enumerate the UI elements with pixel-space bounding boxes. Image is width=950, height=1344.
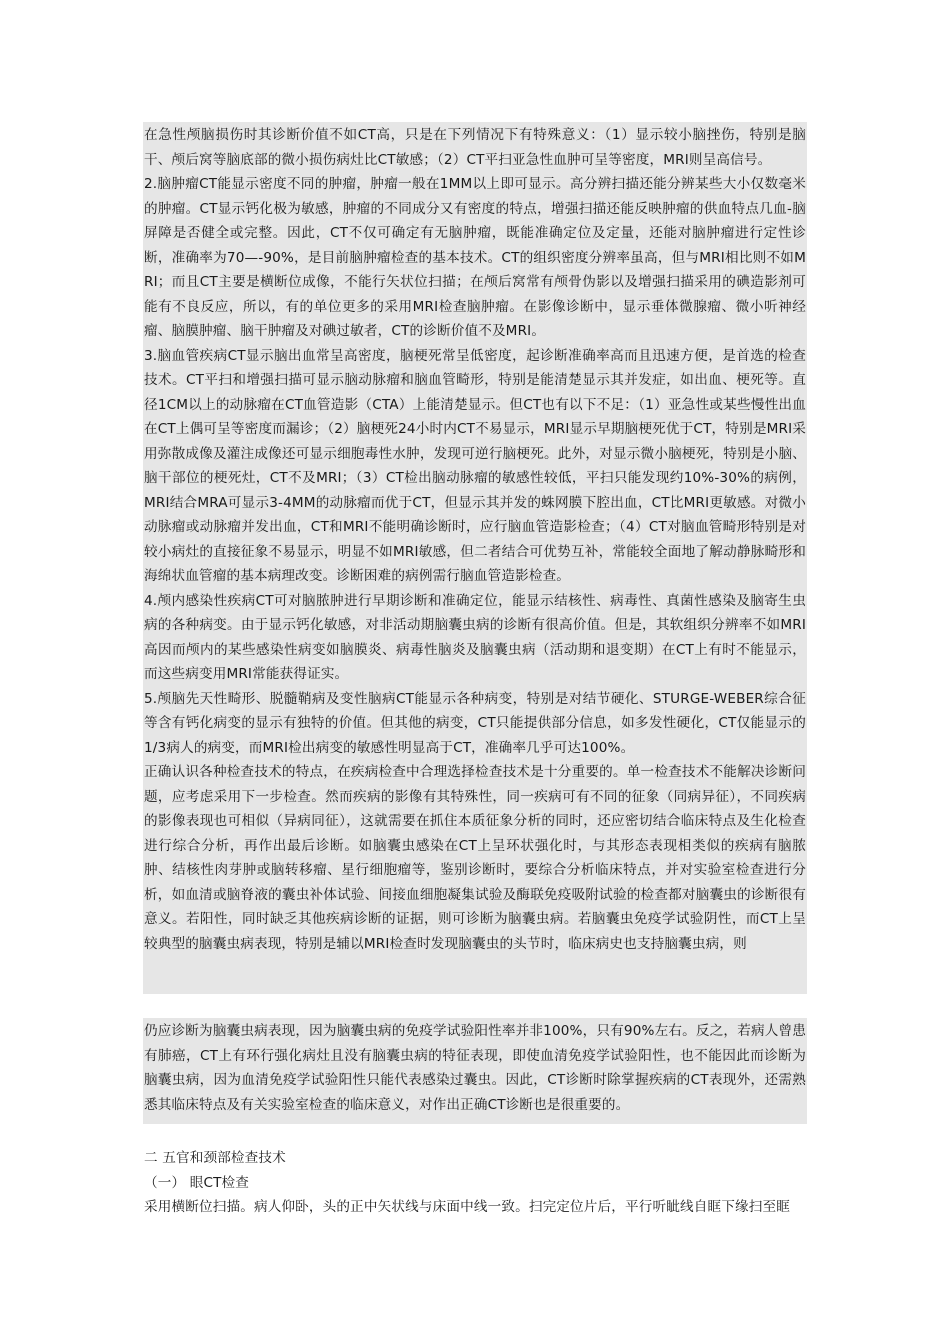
- paragraph-brain-tumor: 2.脑肿瘤CT能显示密度不同的肿瘤，肿瘤一般在1MM以上即可显示。高分辨扫描还能分辨某些大小仅数毫米的肿瘤。CT显示钙化极为敏感，肿瘤的不同成分又有密度的特点，增强扫描还能反映肿瘤的供血特点几血-脑屏障是否健全或完整。因此，CT不仅可确定有无脑肿瘤，既能准确定位及定量，还能对脑肿瘤进行定性诊断，准确率为70—-90%，是目前脑肿瘤检查的基本技术。CT的组织密度分辨率虽高，但与MRI相比则不如MRI；而且CT主要是横断位成像，不能行矢状位扫描；在颅后窝常有颅骨伪影以及增强扫描采用的碘造影剂可能有不良反应，所以，有的单位更多的采用MRI检查脑肿瘤。在影像诊断中，显示垂体微腺瘤、微小听神经瘤、脑膜肿瘤、脑干肿瘤及对碘过敏者，CT的诊断价值不及MRI。: [144, 176, 806, 339]
- text-block-main: [144, 123, 806, 956]
- subsection-heading: （一） 眼CT检查: [144, 1174, 250, 1191]
- section-heading: 二 五官和颈部检查技术: [144, 1150, 286, 1166]
- paragraph-continuation: 仍应诊断为脑囊虫病表现，因为脑囊虫病的免疫学试验阳性率并非100%，只有90%左右。反之，若病人曾患有肺癌，CT上有环行强化病灶且没有脑囊虫病的特征表现，即使血清免疫学试验阳性，也不能因此而诊断为脑囊虫病，因为血清免疫学试验阳性只能代表感染过囊虫。因此，CT诊断时除掌握疾病的CT表现外，还需熟悉其临床特点及有关实验室检查的临床意义，对作出正确CT诊断也是很重要的。: [144, 1023, 806, 1113]
- text-block-section: [144, 1146, 806, 1220]
- text-block-continuation: [144, 1019, 806, 1117]
- paragraph: 在急性颅脑损伤时其诊断价值不如CT高，只是在下列情况下有特殊意义：（1）显示较小脑挫伤，特别是脑干、颅后窝等脑底部的微小损伤病灶比CT敏感；（2）CT平扫亚急性血肿可呈等密度，MRI则呈高信号。: [144, 127, 806, 168]
- paragraph-eye-ct: 采用横断位扫描。病人仰卧，头的正中矢状线与床面中线一致。扫完定位片后，平行听眦线自眶下缘扫至眶: [144, 1199, 790, 1215]
- paragraph-congenital: 5.颅脑先天性畸形、脱髓鞘病及变性脑病CT能显示各种病变，特别是对结节硬化、STURGE-WEBER综合征等含有钙化病变的显示有独特的价值。但其他的病变，CT只能提供部分信息，如多发性硬化，CT仅能显示的1/3病人的病变，而MRI检出病变的敏感性明显高于CT，准确率几乎可达100%。: [144, 690, 806, 756]
- paragraph-summary: 正确认识各种检查技术的特点，在疾病检查中合理选择检查技术是十分重要的。单一检查技术不能解决诊断问题，应考虑采用下一步检查。然而疾病的影像有其特殊性，同一疾病可有不同的征象（同病异征），不同疾病的影像表现也可相似（异病同征），这就需要在抓住本质征象分析的同时，还应密切结合临床特点及生化检查进行综合分析，再作出最后诊断。如脑囊虫感染在CT上呈环状强化时，与其形态表现相类似的疾病有脑脓肿、结核性肉芽肿或脑转移瘤、星行细胞瘤等，鉴别诊断时，要综合分析临床特点，并对实验室检查进行分析，如血清或脑脊液的囊虫补体试验、间接血细胞凝集试验及酶联免疫吸附试验的检查都对脑囊虫的诊断很有意义。若阳性，同时缺乏其他疾病诊断的证据，则可诊断为脑囊虫病。若脑囊虫免疫学试验阴性，而CT上呈较典型的脑囊虫病表现，特别是辅以MRI检查时发现脑囊虫的头节时，临床病史也支持脑囊虫病，则: [144, 764, 806, 952]
- paragraph-infection: 4.颅内感染性疾病CT可对脑脓肿进行早期诊断和准确定位，能显示结核性、病毒性、真菌性感染及脑寄生虫病的各种病变。由于显示钙化敏感，对非活动期脑囊虫病的诊断有很高价值。但是，其软组织分辨率不如MRI高因而颅内的某些感染性病变如脑膜炎、病毒性脑炎及脑囊虫病（活动期和退变期）在CT上有时不能显示，而这些病变用MRI常能获得证实。: [144, 592, 806, 682]
- paragraph-cerebrovascular: 3.脑血管疾病CT显示脑出血常呈高密度，脑梗死常呈低密度，起诊断准确率高而且迅速方便，是首选的检查技术。CT平扫和增强扫描可显示脑动脉瘤和脑血管畸形，特别是能清楚显示其并发症，如出血、梗死等。直径1CM以上的动脉瘤在CT血管造影（CTA）上能清楚显示。但CT也有以下不足：（1）亚急性或某些慢性出血在CT上偶可呈等密度而漏诊；（2）脑梗死24小时内CT不易显示，MRI显示早期脑梗死优于CT，特别是MRI采用弥散成像及灌注成像还可显示细胞毒性水肿，发现可逆行脑梗死。此外，对显示微小脑梗死，特别是小脑、脑干部位的梗死灶，CT不及MRI；（3）CT检出脑动脉瘤的敏感性较低，平扫只能发现约10%-30%的病例，MRI结合MRA可显示3-4MM的动脉瘤而优于CT，但显示其并发的蛛网膜下腔出血，CT比MRI更敏感。对微小动脉瘤或动脉瘤并发出血，CT和MRI不能明确诊断时，应行脑血管造影检查；（4）CT对脑血管畸形特别是对较小病灶的直接征象不易显示，明显不如MRI敏感，但二者结合可优势互补，常能较全面地了解动静脉畸形和海绵状血管瘤的基本病理改变。诊断困难的病例需行脑血管造影检查。: [144, 347, 806, 584]
